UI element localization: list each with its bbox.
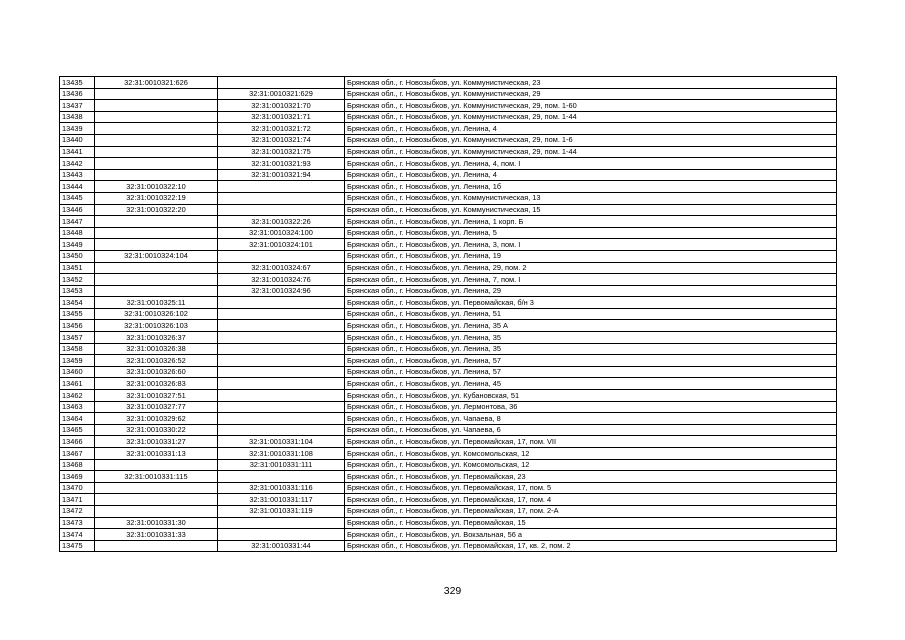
row-number-cell: 13438 [60,111,95,123]
object-cadastral-number-cell: 32:31:0010324:76 [218,274,345,286]
row-number-cell: 13464 [60,413,95,425]
address-cell: Брянская обл., г. Новозыбков, ул. Ленина, 4 [345,169,837,181]
address-cell: Брянская обл., г. Новозыбков, ул. Ленина, 4 [345,123,837,135]
address-cell: Брянская обл., г. Новозыбков, ул. Коммунистическая, 15 [345,204,837,216]
table-row [60,413,837,425]
row-number-cell: 13475 [60,540,95,552]
address-cell: Брянская обл., г. Новозыбков, ул. Первомайская, 17, пом. 2-А [345,505,837,517]
table-row [60,239,837,251]
object-cadastral-number-cell [218,181,345,193]
cadastral-number-cell [95,111,218,123]
row-number-cell: 13452 [60,274,95,286]
table-row [60,274,837,286]
cadastral-number-cell [95,88,218,100]
object-cadastral-number-cell: 32:31:0010321:93 [218,158,345,170]
object-cadastral-number-cell: 32:31:0010321:629 [218,88,345,100]
table-row [60,308,837,320]
address-cell: Брянская обл., г. Новозыбков, ул. Первомайская, 17, пом. VII [345,436,837,448]
object-cadastral-number-cell [218,297,345,309]
table-row [60,227,837,239]
row-number-cell: 13442 [60,158,95,170]
address-cell: Брянская обл., г. Новозыбков, ул. Комсомольская, 12 [345,448,837,460]
cadastral-number-cell: 32:31:0010327:51 [95,390,218,402]
address-cell: Брянская обл., г. Новозыбков, ул. Вокзальная, 56 а [345,529,837,541]
table-row [60,448,837,460]
address-cell: Брянская обл., г. Новозыбков, ул. Первомайская, 23 [345,471,837,483]
address-cell: Брянская обл., г. Новозыбков, ул. Ленина, 29, пом. 2 [345,262,837,274]
object-cadastral-number-cell: 32:31:0010331:119 [218,505,345,517]
cadastral-number-cell [95,216,218,228]
table-row [60,459,837,471]
row-number-cell: 13455 [60,308,95,320]
cadastral-number-cell: 32:31:0010327:77 [95,401,218,413]
address-cell: Брянская обл., г. Новозыбков, ул. Коммунистическая, 13 [345,192,837,204]
row-number-cell: 13449 [60,239,95,251]
table-row [60,146,837,158]
row-number-cell: 13459 [60,355,95,367]
object-cadastral-number-cell: 32:31:0010324:96 [218,285,345,297]
object-cadastral-number-cell: 32:31:0010321:71 [218,111,345,123]
row-number-cell: 13447 [60,216,95,228]
address-cell: Брянская обл., г. Новозыбков, ул. Коммунистическая, 29, пом. 1-44 [345,111,837,123]
address-cell: Брянская обл., г. Новозыбков, ул. Ленина, 4, пом. I [345,158,837,170]
cadastral-number-cell: 32:31:0010326:102 [95,308,218,320]
table-row [60,134,837,146]
table-row [60,250,837,262]
object-cadastral-number-cell: 32:31:0010321:94 [218,169,345,181]
table-row [60,332,837,344]
object-cadastral-number-cell [218,424,345,436]
address-cell: Брянская обл., г. Новозыбков, ул. Ленина, 29 [345,285,837,297]
row-number-cell: 13463 [60,401,95,413]
table-row [60,285,837,297]
cadastral-number-cell: 32:31:0010331:27 [95,436,218,448]
cadastral-number-cell [95,227,218,239]
table-row [60,471,837,483]
table-row [60,424,837,436]
cadastral-number-cell: 32:31:0010331:33 [95,529,218,541]
object-cadastral-number-cell: 32:31:0010331:117 [218,494,345,506]
page-number: 329 [443,585,462,597]
address-cell: Брянская обл., г. Новозыбков, ул. Первомайская, 17, пом. 5 [345,482,837,494]
table-row [60,494,837,506]
table-row [60,262,837,274]
address-cell: Брянская обл., г. Новозыбков, ул. Чапаева, 6 [345,424,837,436]
table-row [60,355,837,367]
address-cell: Брянская обл., г. Новозыбков, ул. Коммунистическая, 29, пом. 1-60 [345,100,837,112]
cadastral-number-cell: 32:31:0010331:13 [95,448,218,460]
address-cell: Брянская обл., г. Новозыбков, ул. Ленина, 3, пом. I [345,239,837,251]
row-number-cell: 13471 [60,494,95,506]
row-number-cell: 13473 [60,517,95,529]
row-number-cell: 13469 [60,471,95,483]
row-number-cell: 13437 [60,100,95,112]
table-row [60,366,837,378]
address-cell: Брянская обл., г. Новозыбков, ул. Коммунистическая, 29 [345,88,837,100]
cadastral-number-cell [95,262,218,274]
cadastral-number-cell [95,169,218,181]
row-number-cell: 13474 [60,529,95,541]
row-number-cell: 13460 [60,366,95,378]
address-cell: Брянская обл., г. Новозыбков, ул. Коммунистическая, 23 [345,77,837,89]
row-number-cell: 13472 [60,505,95,517]
cadastral-number-cell: 32:31:0010329:62 [95,413,218,425]
cadastral-number-cell [95,134,218,146]
row-number-cell: 13458 [60,343,95,355]
row-number-cell: 13466 [60,436,95,448]
cadastral-number-cell [95,482,218,494]
row-number-cell: 13440 [60,134,95,146]
address-cell: Брянская обл., г. Новозыбков, ул. Ленина, 19 [345,250,837,262]
cadastral-number-cell: 32:31:0010325:11 [95,297,218,309]
object-cadastral-number-cell [218,471,345,483]
address-cell: Брянская обл., г. Новозыбков, ул. Кубановская, 51 [345,390,837,402]
address-cell: Брянская обл., г. Новозыбков, ул. Ленина, 1 корп. Б [345,216,837,228]
table-row [60,111,837,123]
row-number-cell: 13461 [60,378,95,390]
row-number-cell: 13465 [60,424,95,436]
object-cadastral-number-cell: 32:31:0010331:111 [218,459,345,471]
object-cadastral-number-cell: 32:31:0010331:108 [218,448,345,460]
table-row [60,378,837,390]
row-number-cell: 13436 [60,88,95,100]
row-number-cell: 13456 [60,320,95,332]
row-number-cell: 13444 [60,181,95,193]
table-row [60,181,837,193]
address-cell: Брянская обл., г. Новозыбков, ул. Ленина, 35 [345,343,837,355]
cadastral-number-cell [95,100,218,112]
row-number-cell: 13467 [60,448,95,460]
row-number-cell: 13439 [60,123,95,135]
object-cadastral-number-cell: 32:31:0010324:101 [218,239,345,251]
row-number-cell: 13445 [60,192,95,204]
object-cadastral-number-cell: 32:31:0010331:104 [218,436,345,448]
cadastral-number-cell [95,239,218,251]
object-cadastral-number-cell [218,320,345,332]
table-row [60,204,837,216]
table-row [60,401,837,413]
cadastral-number-cell: 32:31:0010326:83 [95,378,218,390]
table-row [60,390,837,402]
object-cadastral-number-cell [218,308,345,320]
table-row [60,192,837,204]
object-cadastral-number-cell [218,332,345,344]
address-cell: Брянская обл., г. Новозыбков, ул. Первомайская, 17, пом. 4 [345,494,837,506]
row-number-cell: 13450 [60,250,95,262]
cadastral-number-cell [95,459,218,471]
registry-table [59,76,837,552]
table-row [60,540,837,552]
cadastral-number-cell: 32:31:0010326:60 [95,366,218,378]
row-number-cell: 13470 [60,482,95,494]
address-cell: Брянская обл., г. Новозыбков, ул. Ленина, 45 [345,378,837,390]
table-row [60,100,837,112]
address-cell: Брянская обл., г. Новозыбков, ул. Первомайская, б/н 3 [345,297,837,309]
row-number-cell: 13435 [60,77,95,89]
cadastral-number-cell: 32:31:0010326:103 [95,320,218,332]
address-cell: Брянская обл., г. Новозыбков, ул. Ленина, 7, пом. I [345,274,837,286]
object-cadastral-number-cell: 32:31:0010321:70 [218,100,345,112]
row-number-cell: 13457 [60,332,95,344]
row-number-cell: 13453 [60,285,95,297]
object-cadastral-number-cell [218,355,345,367]
object-cadastral-number-cell [218,517,345,529]
row-number-cell: 13451 [60,262,95,274]
cadastral-number-cell: 32:31:0010321:626 [95,77,218,89]
row-number-cell: 13468 [60,459,95,471]
table-row [60,77,837,89]
table-row [60,529,837,541]
table-row [60,482,837,494]
address-cell: Брянская обл., г. Новозыбков, ул. Ленина, 5 [345,227,837,239]
row-number-cell: 13454 [60,297,95,309]
address-cell: Брянская обл., г. Новозыбков, ул. Ленина, 57 [345,355,837,367]
table-row [60,517,837,529]
object-cadastral-number-cell: 32:31:0010331:116 [218,482,345,494]
cadastral-number-cell [95,274,218,286]
table-row [60,343,837,355]
cadastral-number-cell [95,494,218,506]
address-cell: Брянская обл., г. Новозыбков, ул. Ленина, 35 А [345,320,837,332]
table-row [60,169,837,181]
cadastral-number-cell: 32:31:0010331:30 [95,517,218,529]
cadastral-number-cell: 32:31:0010326:38 [95,343,218,355]
table-row [60,216,837,228]
object-cadastral-number-cell [218,204,345,216]
table-row [60,505,837,517]
cadastral-number-cell: 32:31:0010326:37 [95,332,218,344]
object-cadastral-number-cell: 32:31:0010324:100 [218,227,345,239]
address-cell: Брянская обл., г. Новозыбков, ул. Ленина, 35 [345,332,837,344]
object-cadastral-number-cell [218,77,345,89]
cadastral-number-cell [95,146,218,158]
cadastral-number-cell: 32:31:0010324:104 [95,250,218,262]
table-row [60,88,837,100]
address-cell: Брянская обл., г. Новозыбков, ул. Ленина, 57 [345,366,837,378]
address-cell: Брянская обл., г. Новозыбков, ул. Коммунистическая, 29, пом. 1-6 [345,134,837,146]
object-cadastral-number-cell [218,366,345,378]
row-number-cell: 13448 [60,227,95,239]
table-row [60,320,837,332]
registry-table-body [60,77,837,552]
table-row [60,297,837,309]
cadastral-number-cell [95,505,218,517]
cadastral-number-cell: 32:31:0010322:10 [95,181,218,193]
cadastral-number-cell: 32:31:0010322:20 [95,204,218,216]
object-cadastral-number-cell [218,192,345,204]
address-cell: Брянская обл., г. Новозыбков, ул. Ленина, 51 [345,308,837,320]
row-number-cell: 13446 [60,204,95,216]
cadastral-number-cell [95,123,218,135]
object-cadastral-number-cell: 32:31:0010321:75 [218,146,345,158]
address-cell: Брянская обл., г. Новозыбков, ул. Ленина, 1б [345,181,837,193]
object-cadastral-number-cell: 32:31:0010324:67 [218,262,345,274]
address-cell: Брянская обл., г. Новозыбков, ул. Чапаева, 8 [345,413,837,425]
object-cadastral-number-cell [218,390,345,402]
cadastral-number-cell: 32:31:0010331:115 [95,471,218,483]
cadastral-number-cell [95,540,218,552]
object-cadastral-number-cell [218,401,345,413]
table-row [60,123,837,135]
object-cadastral-number-cell: 32:31:0010322:26 [218,216,345,228]
row-number-cell: 13443 [60,169,95,181]
address-cell: Брянская обл., г. Новозыбков, ул. Коммунистическая, 29, пом. 1-44 [345,146,837,158]
cadastral-number-cell [95,285,218,297]
row-number-cell: 13462 [60,390,95,402]
object-cadastral-number-cell: 32:31:0010321:72 [218,123,345,135]
row-number-cell: 13441 [60,146,95,158]
object-cadastral-number-cell: 32:31:0010331:44 [218,540,345,552]
object-cadastral-number-cell [218,413,345,425]
object-cadastral-number-cell [218,343,345,355]
cadastral-number-cell: 32:31:0010326:52 [95,355,218,367]
cadastral-number-cell: 32:31:0010322:19 [95,192,218,204]
address-cell: Брянская обл., г. Новозыбков, ул. Лермонтова, 36 [345,401,837,413]
table-row [60,436,837,448]
address-cell: Брянская обл., г. Новозыбков, ул. Комсомольская, 12 [345,459,837,471]
object-cadastral-number-cell [218,378,345,390]
object-cadastral-number-cell [218,250,345,262]
cadastral-number-cell [95,158,218,170]
address-cell: Брянская обл., г. Новозыбков, ул. Первомайская, 17, кв. 2, пом. 2 [345,540,837,552]
cadastral-number-cell: 32:31:0010330:22 [95,424,218,436]
address-cell: Брянская обл., г. Новозыбков, ул. Первомайская, 15 [345,517,837,529]
object-cadastral-number-cell: 32:31:0010321:74 [218,134,345,146]
table-row [60,158,837,170]
object-cadastral-number-cell [218,529,345,541]
